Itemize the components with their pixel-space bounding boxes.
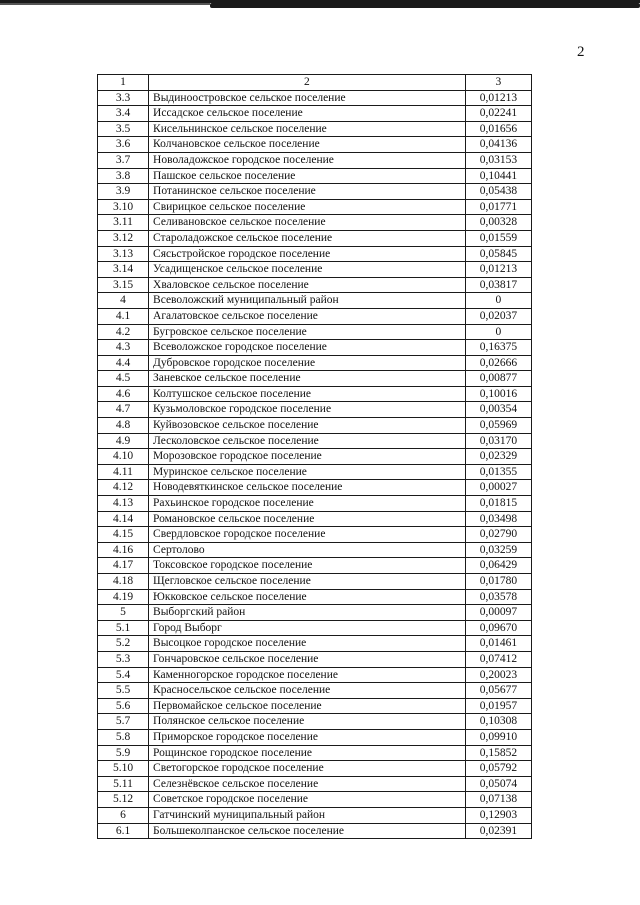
- coefficient-value: 0,02666: [465, 355, 531, 371]
- header-cell-1: 1: [98, 75, 149, 91]
- table-row: [98, 293, 532, 309]
- row-number: 4.16: [98, 542, 149, 558]
- data-table: [97, 74, 532, 839]
- settlement-name: Щегловское сельское поселение: [149, 574, 466, 590]
- table-row: [98, 449, 532, 465]
- coefficient-value: 0,07138: [465, 792, 531, 808]
- settlement-name: Выборгский район: [149, 605, 466, 621]
- row-number: 5.5: [98, 683, 149, 699]
- settlement-name: Первомайское сельское поселение: [149, 698, 466, 714]
- row-number: 5.6: [98, 698, 149, 714]
- page-number: 2: [577, 44, 585, 60]
- coefficient-value: 0,12903: [465, 807, 531, 823]
- coefficient-value: 0,01213: [465, 262, 531, 278]
- table-row: [98, 418, 532, 434]
- row-number: 4.9: [98, 433, 149, 449]
- table-body: [98, 75, 532, 839]
- coefficient-value: 0,02391: [465, 823, 531, 839]
- coefficient-value: 0,03170: [465, 433, 531, 449]
- settlement-name: Всеволожский муниципальный район: [149, 293, 466, 309]
- table-row: [98, 137, 532, 153]
- row-number: 5.9: [98, 745, 149, 761]
- table-row: [98, 464, 532, 480]
- row-number: 5.10: [98, 761, 149, 777]
- table-row: [98, 277, 532, 293]
- row-number: 3.13: [98, 246, 149, 262]
- table-row: [98, 152, 532, 168]
- row-number: 5.4: [98, 667, 149, 683]
- table-row: [98, 761, 532, 777]
- coefficient-value: 0,05677: [465, 683, 531, 699]
- table-row: [98, 511, 532, 527]
- table-row: [98, 636, 532, 652]
- table-row: [98, 121, 532, 137]
- table-row: [98, 480, 532, 496]
- row-number: 3.7: [98, 152, 149, 168]
- settlement-name: Селезнёвское сельское поселение: [149, 776, 466, 792]
- coefficient-value: 0,01957: [465, 698, 531, 714]
- coefficient-value: 0,02329: [465, 449, 531, 465]
- settlement-name: Колчановское сельское поселение: [149, 137, 466, 153]
- settlement-name: Агалатовское сельское поселение: [149, 308, 466, 324]
- table-row: [98, 698, 532, 714]
- coefficient-value: 0,00328: [465, 215, 531, 231]
- table-row: [98, 542, 532, 558]
- coefficient-value: 0,01355: [465, 464, 531, 480]
- coefficient-value: 0,01461: [465, 636, 531, 652]
- coefficient-value: 0,03498: [465, 511, 531, 527]
- coefficient-value: 0,05074: [465, 776, 531, 792]
- table-row: [98, 355, 532, 371]
- settlement-name: Свирицкое сельское поселение: [149, 199, 466, 215]
- settlement-name: Токсовское городское поселение: [149, 558, 466, 574]
- row-number: 3.5: [98, 121, 149, 137]
- settlement-name: Приморское городское поселение: [149, 729, 466, 745]
- row-number: 5.12: [98, 792, 149, 808]
- settlement-name: Морозовское городское поселение: [149, 449, 466, 465]
- coefficient-value: 0,00877: [465, 371, 531, 387]
- table-row: [98, 262, 532, 278]
- row-number: 4.17: [98, 558, 149, 574]
- settlement-name: Юкковское сельское поселение: [149, 589, 466, 605]
- row-number: 4.1: [98, 308, 149, 324]
- coefficient-value: 0,04136: [465, 137, 531, 153]
- coefficient-value: 0: [465, 324, 531, 340]
- row-number: 4.5: [98, 371, 149, 387]
- row-number: 4.2: [98, 324, 149, 340]
- row-number: 5.2: [98, 636, 149, 652]
- settlement-name: Гончаровское сельское поселение: [149, 651, 466, 667]
- coefficient-value: 0,00097: [465, 605, 531, 621]
- table-row: [98, 308, 532, 324]
- row-number: 6: [98, 807, 149, 823]
- settlement-name: Потанинское сельское поселение: [149, 184, 466, 200]
- settlement-name: Большеколпанское сельское поселение: [149, 823, 466, 839]
- table-row: [98, 605, 532, 621]
- coefficient-value: 0,03578: [465, 589, 531, 605]
- row-number: 5: [98, 605, 149, 621]
- table-row: [98, 199, 532, 215]
- row-number: 4.6: [98, 386, 149, 402]
- settlement-name: Усадищенское сельское поселение: [149, 262, 466, 278]
- row-number: 3.12: [98, 230, 149, 246]
- row-number: 4.7: [98, 402, 149, 418]
- row-number: 4.15: [98, 527, 149, 543]
- settlement-name: Селивановское сельское поселение: [149, 215, 466, 231]
- scan-edge-thick: [210, 3, 640, 8]
- row-number: 3.6: [98, 137, 149, 153]
- settlement-name: Гатчинский муниципальный район: [149, 807, 466, 823]
- settlement-name: Колтушское сельское поселение: [149, 386, 466, 402]
- table-row: [98, 651, 532, 667]
- row-number: 4.14: [98, 511, 149, 527]
- table-row: [98, 714, 532, 730]
- row-number: 3.3: [98, 90, 149, 106]
- row-number: 6.1: [98, 823, 149, 839]
- row-number: 4.10: [98, 449, 149, 465]
- row-number: 5.11: [98, 776, 149, 792]
- coefficient-value: 0: [465, 293, 531, 309]
- settlement-name: Кузьмоловское городское поселение: [149, 402, 466, 418]
- settlement-name: Романовское сельское поселение: [149, 511, 466, 527]
- settlement-name: Кисельнинское сельское поселение: [149, 121, 466, 137]
- table-row: [98, 683, 532, 699]
- table-row: [98, 527, 532, 543]
- table-row: [98, 371, 532, 387]
- settlement-name: Муринское сельское поселение: [149, 464, 466, 480]
- row-number: 3.10: [98, 199, 149, 215]
- settlement-name: Рахьинское городское поселение: [149, 496, 466, 512]
- table-row: [98, 823, 532, 839]
- coefficient-value: 0,03153: [465, 152, 531, 168]
- table-row: [98, 667, 532, 683]
- settlement-name: Пашское сельское поселение: [149, 168, 466, 184]
- row-number: 3.11: [98, 215, 149, 231]
- coefficient-value: 0,05969: [465, 418, 531, 434]
- coefficient-value: 0,15852: [465, 745, 531, 761]
- table-row: [98, 168, 532, 184]
- table-row: [98, 246, 532, 262]
- coefficient-value: 0,01559: [465, 230, 531, 246]
- coefficient-value: 0,20023: [465, 667, 531, 683]
- coefficient-value: 0,03259: [465, 542, 531, 558]
- table-row: [98, 433, 532, 449]
- row-number: 4.11: [98, 464, 149, 480]
- settlement-name: Советское городское поселение: [149, 792, 466, 808]
- coefficient-value: 0,05438: [465, 184, 531, 200]
- table-row: [98, 729, 532, 745]
- coefficient-value: 0,10016: [465, 386, 531, 402]
- settlement-name: Хваловское сельское поселение: [149, 277, 466, 293]
- row-number: 5.3: [98, 651, 149, 667]
- row-number: 5.1: [98, 620, 149, 636]
- table-row: [98, 324, 532, 340]
- row-number: 3.4: [98, 106, 149, 122]
- settlement-name: Иссадское сельское поселение: [149, 106, 466, 122]
- row-number: 3.15: [98, 277, 149, 293]
- table-row: [98, 106, 532, 122]
- row-number: 4.8: [98, 418, 149, 434]
- table-row: [98, 745, 532, 761]
- row-number: 3.14: [98, 262, 149, 278]
- coefficient-value: 0,02037: [465, 308, 531, 324]
- table-row: [98, 496, 532, 512]
- settlement-name: Красносельское сельское поселение: [149, 683, 466, 699]
- row-number: 4.4: [98, 355, 149, 371]
- coefficient-value: 0,07412: [465, 651, 531, 667]
- coefficient-value: 0,00354: [465, 402, 531, 418]
- settlement-name: Высоцкое городское поселение: [149, 636, 466, 652]
- table-row: [98, 620, 532, 636]
- coefficient-value: 0,01771: [465, 199, 531, 215]
- table-row: [98, 386, 532, 402]
- table-row: [98, 215, 532, 231]
- coefficient-value: 0,00027: [465, 480, 531, 496]
- settlement-name: Староладожское сельское поселение: [149, 230, 466, 246]
- table-row: [98, 792, 532, 808]
- coefficient-value: 0,02241: [465, 106, 531, 122]
- coefficient-value: 0,10441: [465, 168, 531, 184]
- settlement-name: Выдиноостровское сельское поселение: [149, 90, 466, 106]
- row-number: 5.7: [98, 714, 149, 730]
- settlement-name: Свердловское городское поселение: [149, 527, 466, 543]
- table-row: [98, 589, 532, 605]
- table-row: [98, 776, 532, 792]
- coefficient-value: 0,01656: [465, 121, 531, 137]
- table-row: [98, 402, 532, 418]
- scan-edge-bar: [0, 0, 640, 14]
- settlement-name: Дубровское городское поселение: [149, 355, 466, 371]
- table-row: [98, 574, 532, 590]
- settlement-name: Сертолово: [149, 542, 466, 558]
- coefficient-value: 0,03817: [465, 277, 531, 293]
- row-number: 3.9: [98, 184, 149, 200]
- table-header-row: [98, 75, 532, 91]
- row-number: 4.12: [98, 480, 149, 496]
- settlement-name: Сясьстройское городское поселение: [149, 246, 466, 262]
- row-number: 4: [98, 293, 149, 309]
- settlement-name: Куйвозовское сельское поселение: [149, 418, 466, 434]
- row-number: 4.19: [98, 589, 149, 605]
- table-row: [98, 340, 532, 356]
- settlement-name: Лесколовское сельское поселение: [149, 433, 466, 449]
- settlement-name: Каменногорское городское поселение: [149, 667, 466, 683]
- settlement-name: Заневское сельское поселение: [149, 371, 466, 387]
- coefficient-value: 0,02790: [465, 527, 531, 543]
- settlement-name: Бугровское сельское поселение: [149, 324, 466, 340]
- coefficient-value: 0,09670: [465, 620, 531, 636]
- coefficient-value: 0,06429: [465, 558, 531, 574]
- table-row: [98, 558, 532, 574]
- settlement-name: Город Выборг: [149, 620, 466, 636]
- header-cell-2: 2: [149, 75, 466, 91]
- coefficient-value: 0,09910: [465, 729, 531, 745]
- settlement-name: Новодевяткинское сельское поселение: [149, 480, 466, 496]
- row-number: 5.8: [98, 729, 149, 745]
- settlement-name: Полянское сельское поселение: [149, 714, 466, 730]
- coefficient-value: 0,01815: [465, 496, 531, 512]
- settlement-name: Новоладожское городское поселение: [149, 152, 466, 168]
- table-row: [98, 230, 532, 246]
- settlement-name: Светогорское городское поселение: [149, 761, 466, 777]
- coefficient-value: 0,05792: [465, 761, 531, 777]
- settlement-name: Рощинское городское поселение: [149, 745, 466, 761]
- coefficient-value: 0,05845: [465, 246, 531, 262]
- settlement-name: Всеволожское городское поселение: [149, 340, 466, 356]
- scan-edge-line: [0, 3, 210, 5]
- coefficient-value: 0,01780: [465, 574, 531, 590]
- header-cell-3: 3: [465, 75, 531, 91]
- table-row: [98, 184, 532, 200]
- coefficient-value: 0,01213: [465, 90, 531, 106]
- row-number: 4.3: [98, 340, 149, 356]
- row-number: 4.13: [98, 496, 149, 512]
- table-row: [98, 90, 532, 106]
- row-number: 3.8: [98, 168, 149, 184]
- coefficient-value: 0,10308: [465, 714, 531, 730]
- table-row: [98, 807, 532, 823]
- row-number: 4.18: [98, 574, 149, 590]
- coefficient-value: 0,16375: [465, 340, 531, 356]
